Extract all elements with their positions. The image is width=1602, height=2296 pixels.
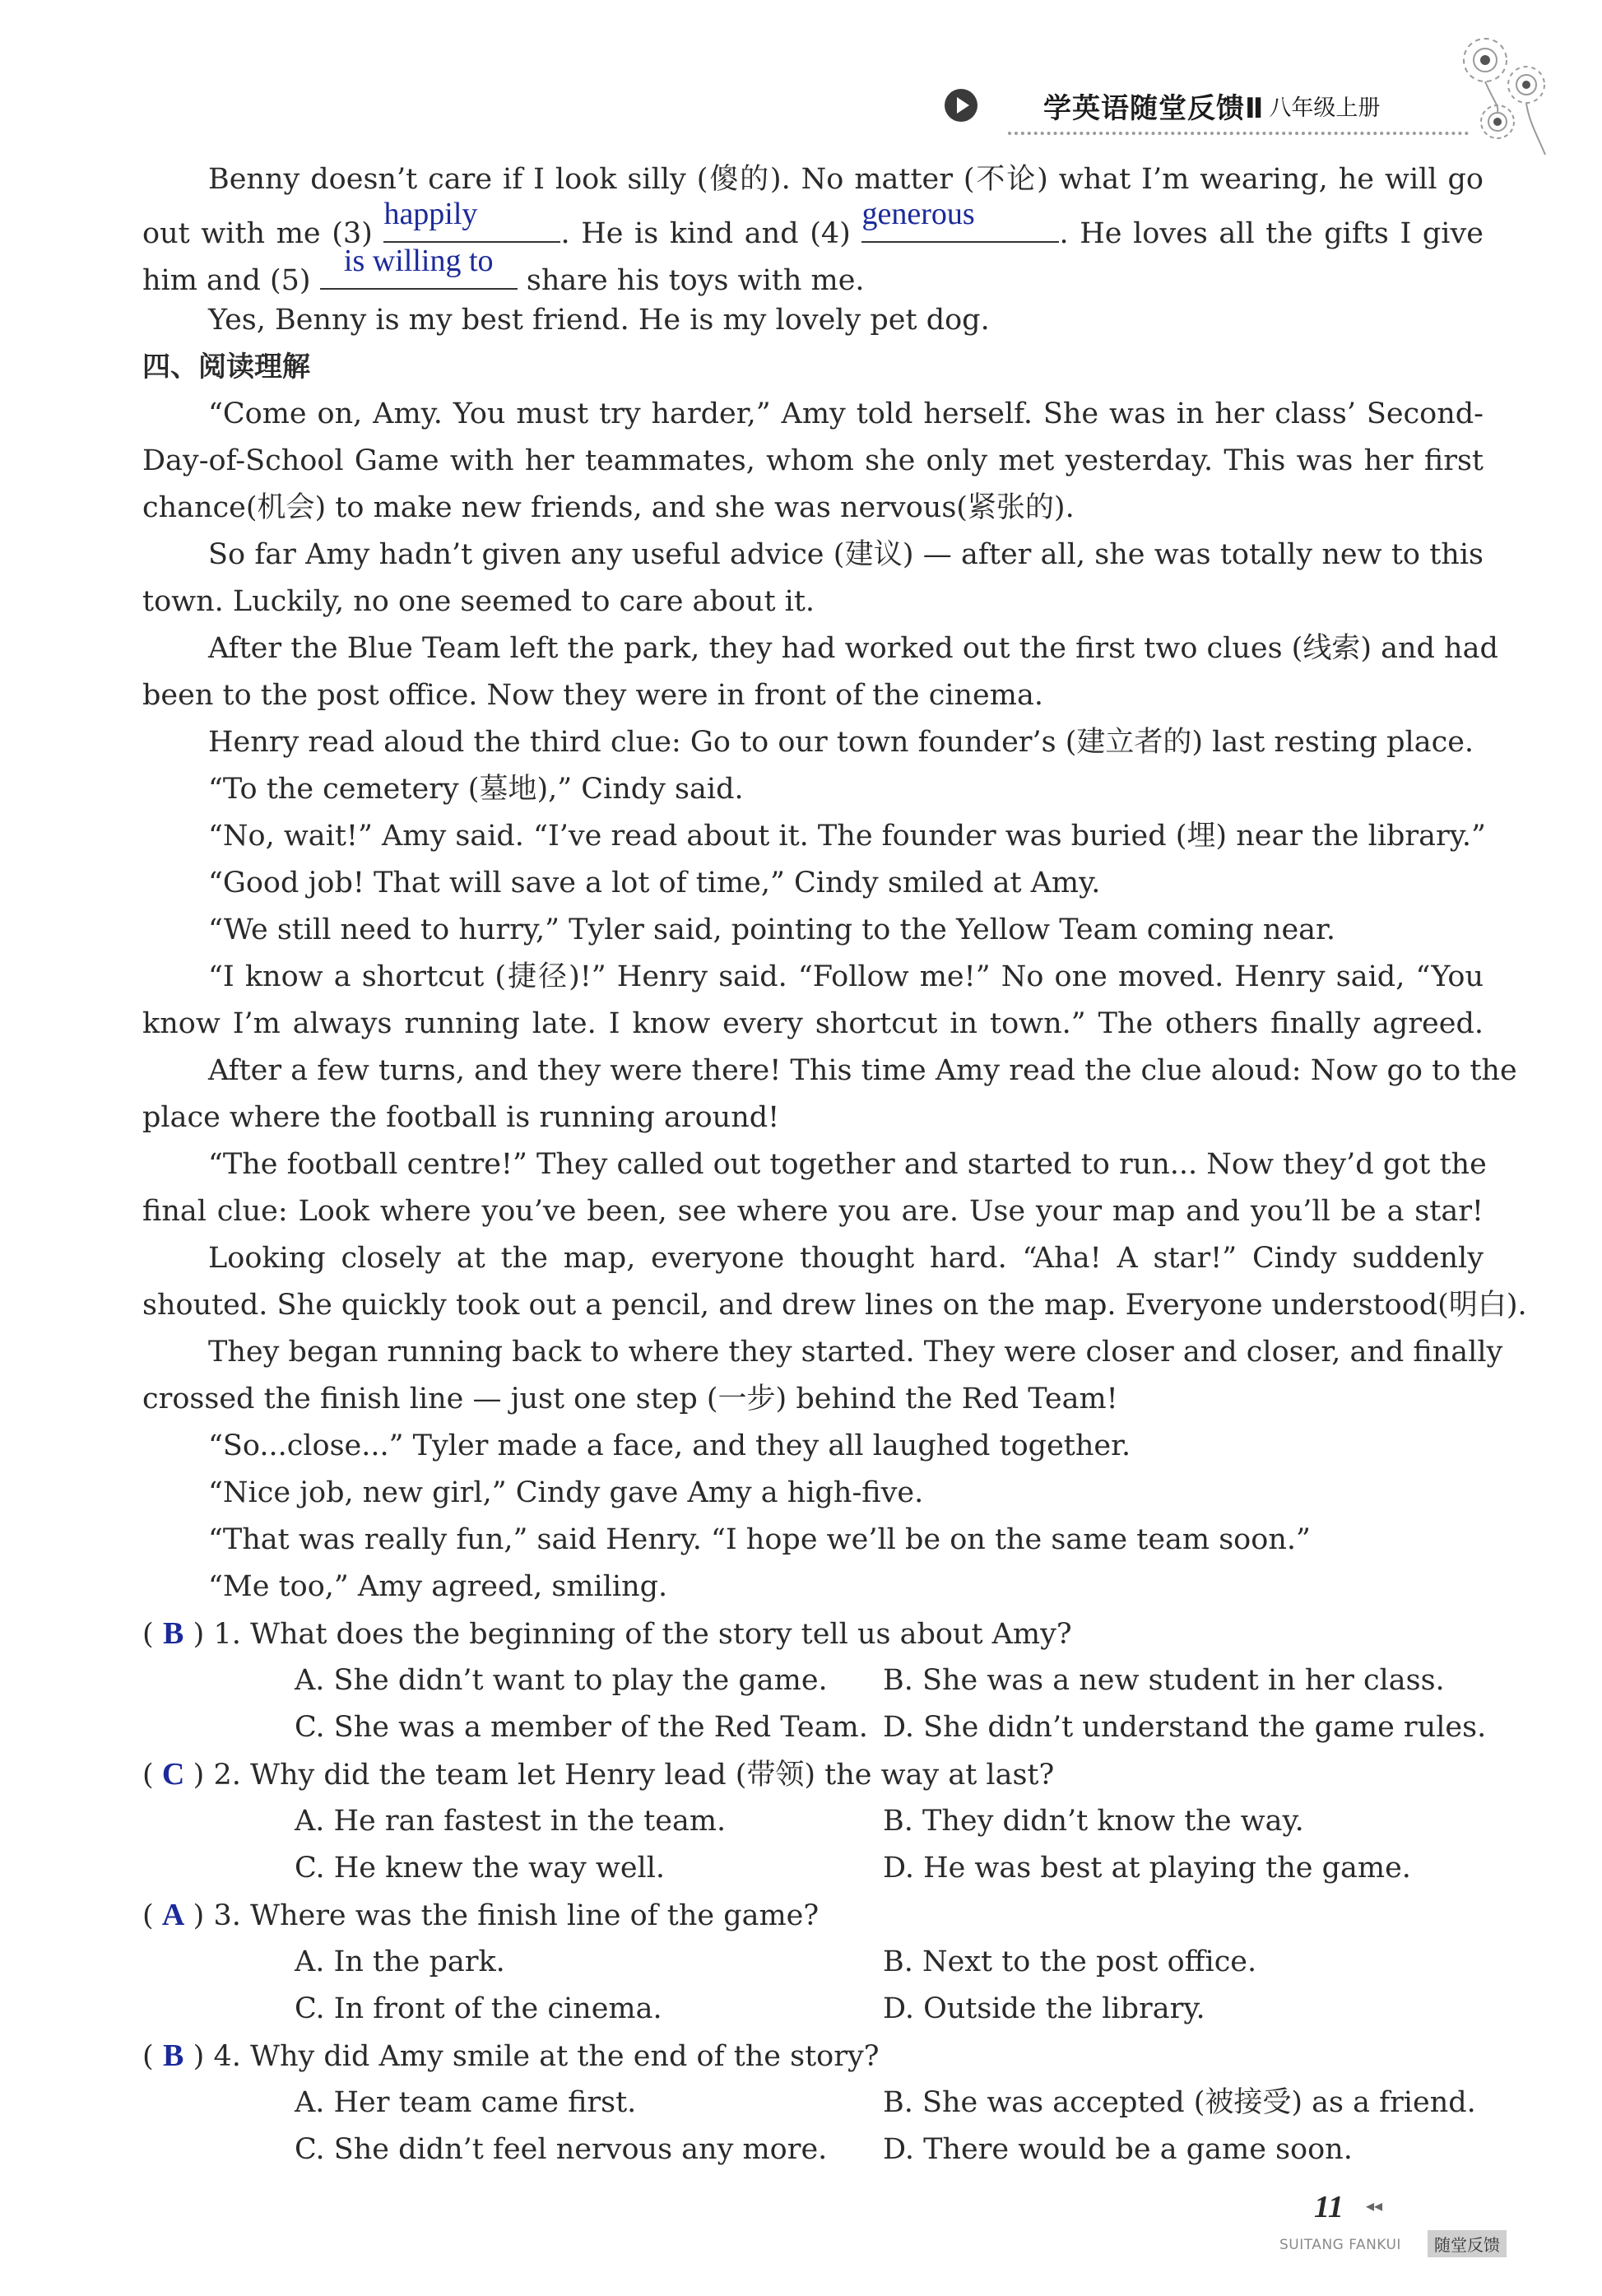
option-b: B. She was a new student in her class. [883, 1664, 1445, 1697]
paren-close: ) [193, 1618, 205, 1651]
footer-label: SUITANG FANKUI [1279, 2237, 1401, 2253]
blank-3 [383, 197, 560, 243]
play-icon [945, 89, 977, 122]
story-line: Looking closely at the map, everyone thought hard. “Aha! A star!” Cindy suddenly [208, 1242, 1484, 1275]
story-line: been to the post office. Now they were in front of the cinema. [142, 679, 1043, 712]
blank-4 [861, 197, 1059, 243]
option-c: C. He knew the way well. [295, 1852, 666, 1885]
question-1 [142, 1610, 1072, 1658]
question-2 [142, 1751, 1054, 1799]
question-text: 1. What does the beginning of the story tell us about Amy? [213, 1618, 1072, 1651]
question-answer: C [161, 1757, 185, 1792]
paren-close: ) [193, 2040, 205, 2073]
footer-badge: 随堂反馈 [1428, 2230, 1507, 2257]
story-line: “We still need to hurry,” Tyler said, pointing to the Yellow Team coming near. [208, 913, 1336, 946]
option-d: D. He was best at playing the game. [883, 1852, 1411, 1885]
story-line: “No, wait!” Amy said. “I’ve read about it. The founder was buried (埋) near the library.” [208, 820, 1486, 853]
story-line: shouted. She quickly took out a pencil, and drew lines on the map. Everyone understood(明白). [142, 1289, 1527, 1322]
option-d: D. Outside the library. [883, 1992, 1205, 2025]
story-line: crossed the finish line — just one step (一步) behind the Red Team! [142, 1383, 1118, 1415]
paren-close: ) [193, 1899, 205, 1932]
option-c: C. She didn’t feel nervous any more. [295, 2133, 828, 2166]
page-header [945, 79, 1380, 132]
story-line: So far Amy hadn’t given any useful advice (建议) — after all, she was totally new to this [208, 538, 1484, 571]
paren-open: ( [142, 2040, 154, 2073]
question-4 [142, 2033, 880, 2080]
section-title: 四、阅读理解 [142, 351, 310, 383]
story-line: “So...close...” Tyler made a face, and they all laughed together. [208, 1429, 1131, 1462]
option-a: A. He ran fastest in the team. [295, 1805, 727, 1838]
option-a: A. She didn’t want to play the game. [295, 1664, 828, 1697]
paren-open: ( [142, 1759, 154, 1792]
story-line: After the Blue Team left the park, they had worked out the first two clues (线索) and had [208, 632, 1498, 665]
intro-text: . He loves all the gifts I give [1059, 217, 1484, 250]
story-line: They began running back to where they started. They were closer and closer, and finally [208, 1336, 1503, 1369]
blank-answer: happily [383, 197, 478, 231]
story-line: “I know a shortcut (捷径)!” Henry said. “Follow me!” No one moved. Henry said, “You [208, 960, 1484, 993]
option-d: D. There would be a game soon. [883, 2133, 1353, 2166]
intro-text: share his toys with me. [526, 264, 865, 297]
option-c: C. In front of the cinema. [295, 1992, 662, 2025]
blank-answer: is willing to [343, 244, 494, 278]
story-line: “Good job! That will save a lot of time,” Cindy smiled at Amy. [208, 867, 1101, 899]
header-divider [1008, 132, 1469, 135]
blank-5 [320, 244, 518, 290]
paren-open: ( [142, 1618, 154, 1651]
story-line: final clue: Look where you’ve been, see where you are. Use your map and you’ll be a star! [142, 1195, 1484, 1228]
blank-answer: generous [861, 197, 975, 231]
intro-line-1: Benny doesn’t care if I look silly (傻的). No matter (不论) what I’m wearing, he will go [208, 163, 1484, 196]
paren-close: ) [193, 1759, 205, 1792]
question-text: 4. Why did Amy smile at the end of the story? [213, 2040, 880, 2073]
intro-text: him and (5) [142, 264, 311, 297]
option-a: A. In the park. [295, 1945, 505, 1978]
intro-text: out with me (3) [142, 217, 373, 250]
paren-open: ( [142, 1899, 154, 1932]
question-answer: A [161, 1898, 185, 1932]
intro-line-3 [142, 244, 1484, 297]
arrows-icon: ◂◂ [1366, 2196, 1383, 2215]
story-line: “The football centre!” They called out together and started to run... Now they’d got the [208, 1148, 1487, 1181]
intro-line-4: Yes, Benny is my best friend. He is my lovely pet dog. [208, 304, 990, 337]
story-line: “Me too,” Amy agreed, smiling. [208, 1570, 668, 1603]
option-d: D. She didn’t understand the game rules. [883, 1711, 1487, 1744]
story-line: “That was really fun,” said Henry. “I hope we’ll be on the same team soon.” [208, 1523, 1311, 1556]
story-line: Day-of-School Game with her teammates, whom she only met yesterday. This was her first [142, 444, 1484, 477]
option-b: B. Next to the post office. [883, 1945, 1257, 1978]
question-3 [142, 1892, 819, 1940]
story-line: town. Luckily, no one seemed to care about it. [142, 585, 815, 618]
question-text: 2. Why did the team let Henry lead (带领) the way at last? [213, 1759, 1055, 1792]
intro-text: . He is kind and (4) [560, 217, 851, 250]
book-title: 学英语随堂反馈Ⅱ [1043, 91, 1265, 125]
page-number: 11 [1314, 2190, 1344, 2224]
flower-decoration-icon [1448, 23, 1555, 163]
option-c: C. She was a member of the Red Team. [295, 1711, 868, 1744]
story-line: “Nice job, new girl,” Cindy gave Amy a high-five. [208, 1476, 924, 1509]
question-answer: B [162, 2038, 184, 2073]
question-text: 3. Where was the finish line of the game? [213, 1899, 820, 1932]
option-a: A. Her team came first. [295, 2086, 637, 2119]
story-line: Henry read aloud the third clue: Go to our town founder’s (建立者的) last resting place. [208, 726, 1474, 759]
option-b: B. She was accepted (被接受) as a friend. [883, 2086, 1476, 2119]
story-line: chance(机会) to make new friends, and she was nervous(紧张的). [142, 491, 1075, 524]
question-answer: B [162, 1616, 184, 1651]
book-subtitle: 八年级上册 [1269, 95, 1381, 121]
story-line: place where the football is running around! [142, 1101, 780, 1134]
story-line: “Come on, Amy. You must try harder,” Amy told herself. She was in her class’ Second- [208, 397, 1484, 430]
story-line: After a few turns, and they were there! This time Amy read the clue aloud: Now go to the [208, 1054, 1517, 1087]
option-b: B. They didn’t know the way. [883, 1805, 1304, 1838]
story-line: “To the cemetery (墓地),” Cindy said. [208, 773, 744, 806]
story-line: know I’m always running late. I know every shortcut in town.” The others finally agreed. [142, 1007, 1484, 1040]
